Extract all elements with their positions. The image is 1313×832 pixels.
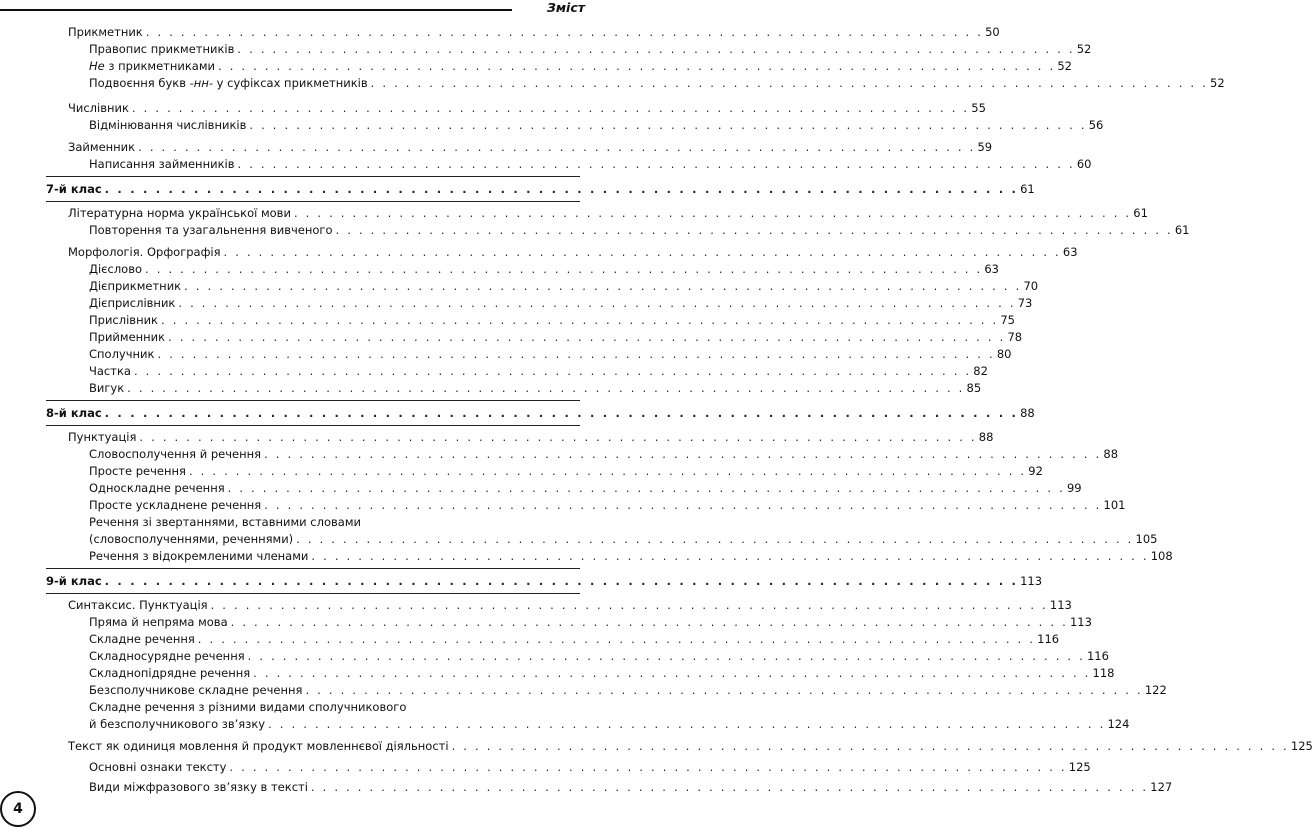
toc-entry-title: Складне речення: [89, 632, 195, 646]
toc-entry-page: 88: [978, 430, 994, 444]
toc-entry[interactable]: [68, 25, 1000, 40]
toc-entry-page: 55: [971, 101, 986, 115]
dot-leader: . . . . . . . . . . . . . . . . . . . . . . . . . . . . . . . . . . . . . . . . . . . . . . . . . . . . . . . . . . . . . . . . . . . . . . . .: [310, 780, 1149, 794]
dot-leader: . . . . . . . . . . . . . . . . . . . . . . . . . . . . . . . . . . . . . . . . . . . . . . . . . . . . . . . . . . . . . . . . . . . . . . . .: [451, 739, 1289, 753]
section-title: Зміст: [546, 0, 585, 15]
dot-leader: . . . . . . . . . . . . . . . . . . . . . . . . . . . . . . . . . . . . . . . . . . . . . . . . . . . . . . . . . . . . . . . . . . . . . . . .: [223, 245, 1061, 259]
toc-entry-title: Сполучник: [89, 347, 155, 361]
toc-entry-title: Текст як одиниця мовлення й продукт мовленнєвої діяльності: [68, 739, 449, 753]
toc-grade-heading[interactable]: [46, 182, 1035, 197]
toc-entry-page: 88: [1020, 406, 1035, 420]
toc-entry[interactable]: [89, 632, 1060, 647]
toc-entry[interactable]: [89, 262, 999, 277]
toc-entry-page: 52: [1210, 76, 1225, 90]
dot-leader: . . . . . . . . . . . . . . . . . . . . . . . . . . . . . . . . . . . . . . . . . . . . . . . . . . . . . . . . . . . . . . . . . . . . . . . .: [133, 364, 972, 378]
toc-entry-page: 70: [1023, 279, 1039, 293]
toc-entry-title: Дієприкметник: [89, 279, 182, 293]
toc-entry-page: 61: [1174, 223, 1190, 237]
dot-leader: . . . . . . . . . . . . . . . . . . . . . . . . . . . . . . . . . . . . . . . . . . . . . . . . . . . . . . . . . . . . . . . . . . . . . . . .: [230, 615, 1068, 629]
toc-entry-title: Правопис прикметників: [89, 42, 235, 56]
section-divider: [46, 425, 580, 426]
toc-entry[interactable]: [89, 42, 1092, 57]
toc-entry-title: Пряма й непряма мова: [89, 615, 228, 629]
dot-leader: . . . . . . . . . . . . . . . . . . . . . . . . . . . . . . . . . . . . . . . . . . . . . . . . . . . . . . . . . . . . . . . . . . . . . . . .: [138, 140, 976, 154]
toc-entry-page: 101: [1103, 498, 1126, 512]
toc-entry-page: 113: [1049, 598, 1072, 612]
toc-entry-page: 61: [1133, 206, 1148, 220]
toc-entry-page: 80: [996, 347, 1012, 361]
dot-leader: . . . . . . . . . . . . . . . . . . . . . . . . . . . . . . . . . . . . . . . . . . . . . . . . . . . . . . . . . . . . . . . . . . . . . . . .: [268, 717, 1106, 731]
toc-entry[interactable]: [89, 649, 1109, 664]
toc-entry[interactable]: [89, 481, 1082, 496]
toc-entry-title: Основні ознаки тексту: [89, 760, 227, 774]
section-divider: [46, 400, 580, 401]
toc-entry-title: 8-й клас: [46, 406, 102, 420]
toc-entry[interactable]: [68, 739, 1313, 754]
toc-entry-title: й безсполучникового зв’язку: [89, 717, 266, 731]
dot-leader: . . . . . . . . . . . . . . . . . . . . . . . . . . . . . . . . . . . . . . . . . . . . . . . . . . . . . . . . . . . . . . . . . . . . . . . .: [188, 464, 1027, 478]
dot-leader: . . . . . . . . . . . . . . . . . . . . . . . . . . . . . . . . . . . . . . . . . . . . . . . . . . . . . . . . . . . . . . . . . . . . . . . .: [264, 447, 1102, 461]
dot-leader: . . . . . . . . . . . . . . . . . . . . . . . . . . . . . . . . . . . . . . . . . . . . . . . . . . . . . . . . . . . . . . . . . . . . . . . .: [264, 498, 1102, 512]
toc-entry[interactable]: [89, 498, 1126, 513]
toc-entry-page: 105: [1135, 532, 1158, 546]
toc-entry[interactable]: [89, 157, 1092, 172]
toc-entry-page: 108: [1150, 549, 1173, 563]
emphasis: -нн-: [189, 76, 213, 90]
toc-entry-title: Види міжфразового зв’язку в тексті: [89, 780, 308, 794]
dot-leader: . . . . . . . . . . . . . . . . . . . . . . . . . . . . . . . . . . . . . . . . . . . . . . . . . . . . . . . . . . . . . . . . . . . . . . . .: [157, 347, 995, 361]
toc-entry-page: 116: [1037, 632, 1060, 646]
section-divider: [46, 568, 580, 569]
dot-leader: . . . . . . . . . . . . . . . . . . . . . . . . . . . . . . . . . . . . . . . . . . . . . . . . . . . . . . . . . . . . . . . . . . . . . . . .: [104, 574, 1019, 588]
toc-entry-title: Просте ускладнене речення: [89, 498, 262, 512]
toc-entry-title: Числівник: [68, 101, 129, 115]
dot-leader: . . . . . . . . . . . . . . . . . . . . . . . . . . . . . . . . . . . . . . . . . . . . . . . . . . . . . . . . . . . . . . . . . . . . . . . .: [227, 481, 1065, 495]
dot-leader: . . . . . . . . . . . . . . . . . . . . . . . . . . . . . . . . . . . . . . . . . . . . . . . . . . . . . . . . . . . . . . . . . . . . . . . .: [210, 598, 1048, 612]
dot-leader: . . . . . . . . . . . . . . . . . . . . . . . . . . . . . . . . . . . . . . . . . . . . . . . . . . . . . . . . . . . . . . . . . . . . . . . .: [296, 532, 1134, 546]
toc-entry-line[interactable]: [89, 700, 406, 715]
toc-entry-title: Просте речення: [89, 464, 186, 478]
page-number-badge: 4: [0, 791, 36, 827]
toc-entry-title: Частка: [89, 364, 131, 378]
toc-entry-title: Морфологія. Орфографія: [68, 245, 221, 259]
toc-entry[interactable]: [68, 206, 1148, 221]
toc-entry-page: 73: [1017, 296, 1033, 310]
toc-entry-title: Складносурядне речення: [89, 649, 245, 663]
toc-entry-title: Безсполучникове складне речення: [89, 683, 303, 697]
toc-entry-page: 124: [1107, 717, 1130, 731]
toc-entry-title: Прислівник: [89, 313, 159, 327]
toc-entry-page: 125: [1068, 760, 1091, 774]
toc-entry[interactable]: [89, 59, 1072, 74]
toc-entry[interactable]: [89, 464, 1043, 479]
toc-entry-title: Односкладне речення: [89, 481, 225, 495]
toc-entry-page: 113: [1069, 615, 1092, 629]
toc-entry-page: 88: [1103, 447, 1119, 461]
toc-entry-page: 61: [1020, 182, 1035, 196]
toc-entry-title: Речення з відокремленими членами: [89, 549, 309, 563]
section-divider: [46, 176, 580, 177]
toc-entry-title: Відмінювання числівників: [89, 118, 247, 132]
toc-entry[interactable]: [89, 223, 1190, 238]
toc-entry-page: 63: [984, 262, 999, 276]
toc-entry-page: 56: [1088, 118, 1104, 132]
toc-entry-page: 78: [1007, 330, 1023, 344]
toc-entry-page: 63: [1062, 245, 1078, 259]
section-divider: [46, 201, 580, 202]
toc-entry-title: [89, 76, 368, 91]
toc-entry-title: Речення зі звертаннями, вставними словами: [89, 515, 361, 529]
toc-entry-title: Прийменник: [89, 330, 166, 344]
toc-entry-title: Вигук: [89, 381, 125, 395]
toc-entry-title: Словосполучення й речення: [89, 447, 262, 461]
toc-entry-title: (словосполученнями, реченнями): [89, 532, 294, 546]
toc-entry-title: 9-й клас: [46, 574, 102, 588]
toc-entry[interactable]: [89, 683, 1167, 698]
toc-entry[interactable]: [89, 760, 1091, 775]
title-part: Подвоєння букв: [89, 76, 190, 90]
toc-entry-title: Складнопідрядне речення: [89, 666, 251, 680]
dot-leader: . . . . . . . . . . . . . . . . . . . . . . . . . . . . . . . . . . . . . . . . . . . . . . . . . . . . . . . . . . . . . . . . . . . . . . . .: [305, 683, 1143, 697]
title-rest: з прикметниками: [104, 59, 215, 73]
toc-entry-title: Написання займенників: [89, 157, 235, 171]
toc-entry[interactable]: [89, 381, 982, 396]
dot-leader: . . . . . . . . . . . . . . . . . . . . . . . . . . . . . . . . . . . . . . . . . . . . . . . . . . . . . . . . . . . . . . . . . . . . . . . .: [311, 549, 1149, 563]
toc-entry-page: 122: [1144, 683, 1167, 697]
toc-entry[interactable]: [89, 717, 1130, 732]
toc-entry-title: Дієслово: [89, 262, 143, 276]
toc-entry-page: 118: [1092, 666, 1115, 680]
toc-grade-heading[interactable]: [46, 574, 1043, 589]
toc-entry[interactable]: [89, 330, 1023, 345]
toc-grade-heading[interactable]: [46, 406, 1035, 421]
toc-entry-title: Складне речення з різними видами сполучникового: [89, 700, 407, 714]
toc-entry[interactable]: [89, 279, 1039, 294]
toc-entry[interactable]: [68, 598, 1072, 613]
dot-leader: . . . . . . . . . . . . . . . . . . . . . . . . . . . . . . . . . . . . . . . . . . . . . . . . . . . . . . . . . . . . . . . . . . . . . . . .: [127, 381, 965, 395]
toc-entry[interactable]: [89, 447, 1119, 462]
toc-entry-page: 116: [1086, 649, 1109, 663]
toc-entry[interactable]: [89, 118, 1104, 133]
section-divider: [46, 593, 580, 594]
dot-leader: . . . . . . . . . . . . . . . . . . . . . . . . . . . . . . . . . . . . . . . . . . . . . . . . . . . . . . . . . . . . . . . . . . . . . . . .: [237, 42, 1075, 56]
toc-entry-page: 52: [1057, 59, 1072, 73]
toc-entry-page: 85: [966, 381, 982, 395]
dot-leader: . . . . . . . . . . . . . . . . . . . . . . . . . . . . . . . . . . . . . . . . . . . . . . . . . . . . . . . . . . . . . . . . . . . . . . . .: [178, 296, 1016, 310]
toc-entry-title: Пунктуація: [68, 430, 137, 444]
toc-entry[interactable]: [68, 101, 986, 116]
dot-leader: . . . . . . . . . . . . . . . . . . . . . . . . . . . . . . . . . . . . . . . . . . . . . . . . . . . . . . . . . . . . . . . . . . . . . . . .: [161, 313, 999, 327]
dot-leader: . . . . . . . . . . . . . . . . . . . . . . . . . . . . . . . . . . . . . . . . . . . . . . . . . . . . . . . . . . . . . . . . . . . . . . . .: [168, 330, 1006, 344]
dot-leader: . . . . . . . . . . . . . . . . . . . . . . . . . . . . . . . . . . . . . . . . . . . . . . . . . . . . . . . . . . . . . . . . . . . . . . . .: [217, 59, 1056, 73]
toc-entry-line[interactable]: [89, 515, 361, 530]
dot-leader: . . . . . . . . . . . . . . . . . . . . . . . . . . . . . . . . . . . . . . . . . . . . . . . . . . . . . . . . . . . . . . . . . . . . . . . .: [104, 406, 1019, 420]
toc-entry-title: Прикметник: [68, 25, 143, 39]
toc-entry-page: 92: [1028, 464, 1043, 478]
dot-leader: . . . . . . . . . . . . . . . . . . . . . . . . . . . . . . . . . . . . . . . . . . . . . . . . . . . . . . . . . . . . . . . . . . . . . . . .: [145, 262, 983, 276]
toc-entry-page: 75: [1000, 313, 1015, 327]
toc-entry-page: 50: [985, 25, 1000, 39]
toc-entry-title: Повторення та узагальнення вивченого: [89, 223, 333, 237]
toc-entry[interactable]: [68, 430, 994, 445]
toc-entry[interactable]: [89, 347, 1012, 362]
toc-entry-title: Займенник: [68, 140, 136, 154]
toc-entry-title: [89, 59, 215, 74]
toc-entry-page: 52: [1076, 42, 1092, 56]
toc-entry[interactable]: [68, 245, 1078, 260]
toc-entry-page: 99: [1066, 481, 1082, 495]
toc-entry-title: Синтаксис. Пунктуація: [68, 598, 208, 612]
dot-leader: . . . . . . . . . . . . . . . . . . . . . . . . . . . . . . . . . . . . . . . . . . . . . . . . . . . . . . . . . . . . . . . . . . . . . . . .: [104, 182, 1019, 196]
toc-entry[interactable]: [89, 615, 1092, 630]
dot-leader: . . . . . . . . . . . . . . . . . . . . . . . . . . . . . . . . . . . . . . . . . . . . . . . . . . . . . . . . . . . . . . . . . . . . . . . .: [197, 632, 1036, 646]
toc-entry[interactable]: [89, 313, 1015, 328]
emphasis: Не: [89, 59, 105, 73]
toc-entry[interactable]: [89, 364, 988, 379]
dot-leader: . . . . . . . . . . . . . . . . . . . . . . . . . . . . . . . . . . . . . . . . . . . . . . . . . . . . . . . . . . . . . . . . . . . . . . . .: [131, 101, 970, 115]
toc-entry-title: 7-й клас: [46, 182, 102, 196]
toc-entry-page: 125: [1290, 739, 1313, 753]
dot-leader: . . . . . . . . . . . . . . . . . . . . . . . . . . . . . . . . . . . . . . . . . . . . . . . . . . . . . . . . . . . . . . . . . . . . . . . .: [335, 223, 1173, 237]
toc-entry-title: Літературна норма української мови: [68, 206, 291, 220]
dot-leader: . . . . . . . . . . . . . . . . . . . . . . . . . . . . . . . . . . . . . . . . . . . . . . . . . . . . . . . . . . . . . . . . . . . . . . . .: [139, 430, 977, 444]
dot-leader: . . . . . . . . . . . . . . . . . . . . . . . . . . . . . . . . . . . . . . . . . . . . . . . . . . . . . . . . . . . . . . . . . . . . . . . .: [237, 157, 1075, 171]
dot-leader: . . . . . . . . . . . . . . . . . . . . . . . . . . . . . . . . . . . . . . . . . . . . . . . . . . . . . . . . . . . . . . . . . . . . . . . .: [247, 649, 1085, 663]
dot-leader: . . . . . . . . . . . . . . . . . . . . . . . . . . . . . . . . . . . . . . . . . . . . . . . . . . . . . . . . . . . . . . . . . . . . . . . .: [229, 760, 1067, 774]
toc-entry-page: 82: [973, 364, 988, 378]
toc-entry[interactable]: [68, 140, 993, 155]
dot-leader: . . . . . . . . . . . . . . . . . . . . . . . . . . . . . . . . . . . . . . . . . . . . . . . . . . . . . . . . . . . . . . . . . . . . . . . .: [370, 76, 1208, 90]
dot-leader: . . . . . . . . . . . . . . . . . . . . . . . . . . . . . . . . . . . . . . . . . . . . . . . . . . . . . . . . . . . . . . . . . . . . . . . .: [249, 118, 1087, 132]
dot-leader: . . . . . . . . . . . . . . . . . . . . . . . . . . . . . . . . . . . . . . . . . . . . . . . . . . . . . . . . . . . . . . . . . . . . . . . .: [145, 25, 984, 39]
toc-entry[interactable]: [89, 76, 1225, 91]
toc-entry-page: 60: [1076, 157, 1092, 171]
dot-leader: . . . . . . . . . . . . . . . . . . . . . . . . . . . . . . . . . . . . . . . . . . . . . . . . . . . . . . . . . . . . . . . . . . . . . . . .: [293, 206, 1132, 220]
toc-entry[interactable]: [89, 780, 1173, 795]
toc-entry[interactable]: [89, 296, 1033, 311]
toc-entry[interactable]: [89, 532, 1158, 547]
dot-leader: . . . . . . . . . . . . . . . . . . . . . . . . . . . . . . . . . . . . . . . . . . . . . . . . . . . . . . . . . . . . . . . . . . . . . . . .: [253, 666, 1091, 680]
toc-entry-title: Дієприслівник: [89, 296, 176, 310]
toc-entry-page: 127: [1150, 780, 1173, 794]
toc-entry-page: 113: [1020, 574, 1043, 588]
toc-entry-page: 59: [977, 140, 993, 154]
toc-entry[interactable]: [89, 549, 1173, 564]
toc-entry[interactable]: [89, 666, 1115, 681]
dot-leader: . . . . . . . . . . . . . . . . . . . . . . . . . . . . . . . . . . . . . . . . . . . . . . . . . . . . . . . . . . . . . . . . . . . . . . . .: [184, 279, 1022, 293]
title-part: у суфіксах прикметників: [213, 76, 368, 90]
